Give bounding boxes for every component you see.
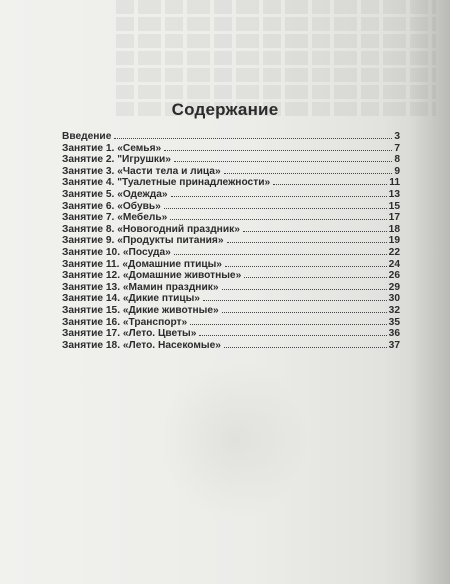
toc-entry [62,270,400,282]
toc-entry-title: Занятие 3. «Части тела и лица» [62,165,221,177]
toc-entry-page: 19 [388,235,400,247]
toc-dot-leader [171,195,387,197]
toc-dot-leader [224,346,387,348]
toc-dot-leader [114,137,392,139]
toc-entry-page: 15 [388,200,400,212]
toc-entry [62,177,400,189]
toc-entry [62,131,400,143]
toc-entry-page: 8 [394,154,400,166]
toc-entry-page: 7 [394,142,400,154]
toc-entry-page: 32 [388,304,400,316]
paper-show-through [160,360,310,520]
toc-dot-leader [243,230,387,232]
toc-entry-page: 36 [388,328,400,340]
toc-entry [62,154,400,166]
toc-entry [62,282,400,294]
toc-entry-page: 24 [388,258,400,270]
toc-entry-title: Занятие 18. «Лето. Насекомые» [62,339,221,351]
toc-entry-title: Занятие 17. «Лето. Цветы» [62,328,197,340]
toc-entry-title: Занятие 8. «Новогодний праздник» [62,223,240,235]
toc-dot-leader [222,288,387,290]
toc-entry [62,259,400,271]
toc-entry-page: 17 [388,212,400,224]
toc-entry-page: 13 [388,188,400,200]
toc-entry [62,328,400,340]
toc-entry-page: 3 [394,131,400,142]
toc-entry-page: 30 [388,293,400,305]
toc-entry-page: 9 [394,165,400,177]
toc-entry-page: 11 [389,177,400,189]
toc-dot-leader [164,207,387,209]
toc-entry [62,247,400,259]
toc-heading: Содержание [171,100,279,119]
toc-entry [62,340,400,352]
toc-dot-leader [273,183,387,185]
toc-entry [62,166,400,178]
toc-entry-title: Занятие 7. «Мебель» [62,212,168,224]
toc-entry-page: 18 [388,223,400,235]
toc-dot-leader [174,160,392,162]
toc-dot-leader [174,253,387,255]
toc-entry-title: Занятие 14. «Дикие птицы» [62,293,200,305]
toc-entry [62,235,400,247]
toc-dot-leader [199,334,386,336]
toc-entry [62,212,400,224]
toc-dot-leader [203,299,387,301]
toc-entry-title: Занятие 2. "Игрушки» [62,154,171,166]
toc-entry [62,317,400,329]
toc-entry-title: Занятие 1. «Семья» [62,142,162,154]
page-edge-shadow [410,0,450,584]
toc-dot-leader [190,323,386,325]
toc-entry-title: Введение [62,131,112,142]
toc-entry-page: 26 [388,270,400,282]
toc-entry [62,189,400,201]
toc-entry-title: Занятие 5. «Одежда» [62,188,168,200]
toc-entry-title: Занятие 16. «Транспорт» [62,316,188,328]
toc-entry-title: Занятие 11. «Домашние птицы» [62,258,222,270]
toc-list [62,131,400,351]
toc-dot-leader [224,172,393,174]
toc-dot-leader [222,311,387,313]
toc-entry [62,305,400,317]
toc-dot-leader [227,241,387,243]
toc-entry-title: Занятие 15. «Дикие животные» [62,304,219,316]
toc-entry-title: Занятие 4. "Туалетные принадлежности» [62,177,271,189]
toc-entry-title: Занятие 10. «Посуда» [62,246,171,258]
toc-dot-leader [164,149,392,151]
toc-dot-leader [170,218,386,220]
toc-entry [62,143,400,155]
toc-entry-title: Занятие 6. «Обувь» [62,200,161,212]
toc-entry [62,293,400,305]
toc-entry-page: 35 [388,316,400,328]
toc-dot-leader [225,265,387,267]
toc-dot-leader [244,276,386,278]
toc-entry [62,224,400,236]
toc-entry [62,201,400,213]
toc-entry-title: Занятие 13. «Мамин праздник» [62,281,219,293]
toc-entry-page: 37 [388,339,400,351]
toc-entry-title: Занятие 12. «Домашние животные» [62,270,242,282]
toc-entry-title: Занятие 9. «Продукты питания» [62,235,224,247]
toc-entry-page: 22 [388,246,400,258]
toc-entry-page: 29 [388,281,400,293]
